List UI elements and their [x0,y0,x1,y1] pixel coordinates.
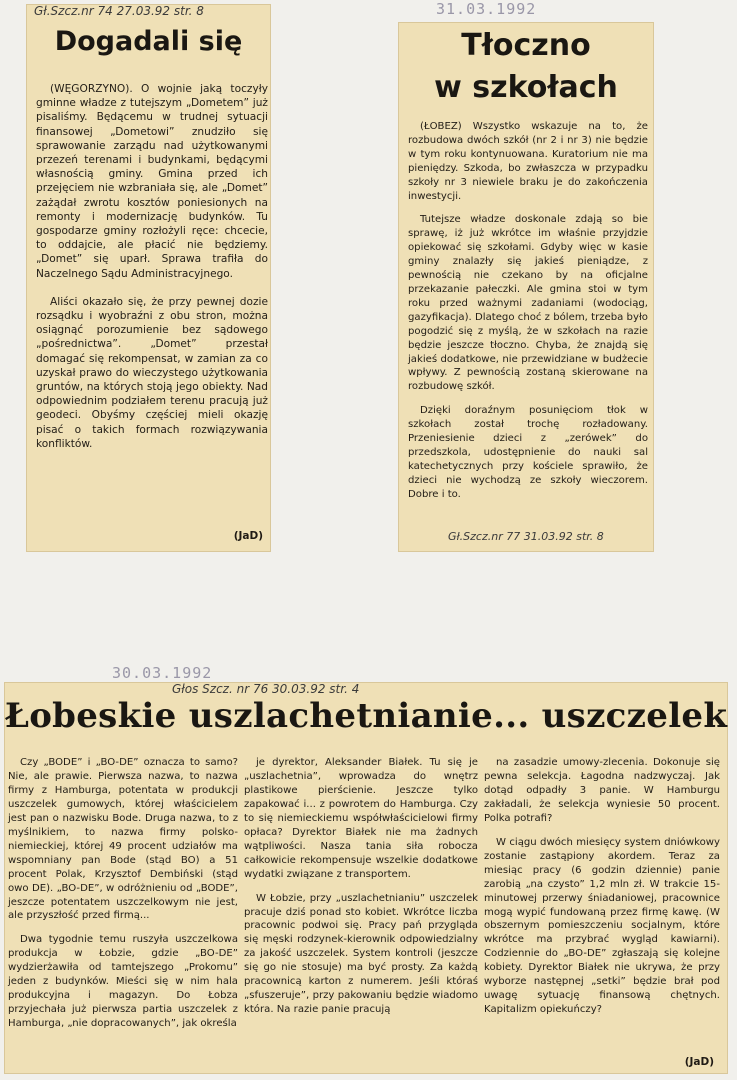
paragraph: (ŁOBEZ) Wszystko wskazuje na to, że rozbudowa dwóch szkół (nr 2 i nr 3) nie będzie w tym roku kontynuowana. Kuratorium nie ma pieniędzy. Szkoda, bo zwłaszcza w przypadku szkoły nr 3 niewiele braku je do zakończenia inwestycji. [408,121,648,202]
article-body [36,82,268,451]
handwritten-source-note: Głos Szcz. nr 76 30.03.92 str. 4 [172,682,360,696]
paragraph: W ciągu dwóch miesięcy system dniówkowy zostanie zastąpiony akordem. Teraz za miesiąc pracy (6 godzin dziennie) panie zarobią „na czysto” 1,2 mln zł. W trakcie 15-minutowej przerwy śniadaniowej, pracownice mogą wypić fundowaną przez firmę kawę. (W obszernym pomieszczeniu socjalnym, które wkrótce ma przybrać wygląd kawiarni). Codziennie do „BO-DE” zgłaszają się kolejne kobiety. Dyrektor Białek nie ukrywa, że przy wyborze następnej „setki” będzie brał pod uwagę sytuację finansową chętnych. Kapitalizm opiekuńczy? [484,836,720,1016]
paragraph: W Łobzie, przy „uszlachetnianiu” uszczelek pracuje dziś ponad sto kobiet. Wkrótce liczba pracownic podwoi się. Pracy pań przygląda się męski rodzynek-kierownik odpowiedzialny za jakość uszczelek. System kontroli (jeszcze się go nie stosuje) ma być prosty. Za każdą pracownicą karton z numerem. Jeśli któraś „sfuszeruje”, przy pakowaniu będzie wiadomo która. Na razie panie pracują [244,892,478,1016]
article-title-line-2: w szkołach [434,70,618,105]
article-title: Łobeskie uszlachetnianie... uszczelek [4,696,728,736]
article-title: Tłoczno [461,28,591,63]
paragraph: na zasadzie umowy-zlecenia. Dokonuje się pewna selekcja. Łagodna nadzwyczaj. Jak dotąd odpadły 3 panie. W Hamburgu zakładali, że selekcja wyniesie 50 procent. Polka potrafi? [484,757,720,824]
article-title: Dogadali się [54,26,243,57]
paragraph: Dzięki doraźnym posunięciom tłok w szkołach został trochę rozładowany. Przeniesienie dzieci z „zerówek” do przedszkola, udostępnienie do nauki sal katechetycznych przy kościele sprawiło, że dzieci nie wychodzą ze szkoły wieczorem. Dobre i to. [408,405,648,500]
clipping-lobeskie-uszlachetnianie [4,682,728,1074]
article-column-3 [484,756,720,1017]
paragraph: Aliści okazało się, że przy pewnej dozie rozsądku i wyobraźni z obu stron, można osiągnąć porozumienie bez sądowego „pośrednictwa”. „Domet” przestał domagać się rekompensat, w zamian za co uzyskał prawo do wieczystego użytkowania gruntów, na których stoją jego obiekty. Nad odpowiednim podziałem terenu pracują już geodeci. Obyśmy częściej mieli okazję pisać o takich formach rozwiązywania konfliktów. [36,295,268,450]
paragraph: je dyrektor, Aleksander Białek. Tu się je „uszlachetnia”, wprowadza do wnętrz plastikowe pierścienie. Jeszcze tylko zapakować i... z powrotem do Hamburga. Czy to się niemieckiemu współwłaścicielowi firmy opłaca? Dyrektor Białek nie ma żadnych wątpliwości. Nasza tania siła robocza całkowicie rekompensuje wszelkie dodatkowe wydatki związane z transportem. [244,757,478,880]
handwritten-source-note: Gł.Szcz.nr 77 31.03.92 str. 8 [448,530,604,543]
paragraph: Tutejsze władze doskonale zdają so bie sprawę, iż już wkrótce im właśnie przyjdzie opiekować się szkołami. Gdyby więc w kasie gminy znalazły się jakieś pieniądze, z pewnością nie czekano by na oficjalne przekazanie pałeczki. Ale gmina stoi w tym roku przed ważnymi zadaniami (wodociąg, gazyfikacja). Dlatego choć z bólem, trzeba było pogodzić się z myślą, że w szkołach na razie będzie jeszcze tłoczno. Chyba, że znajdą się jakieś dodatkowe, nie przewidziane w budżecie wpływy. Z pewnością zostaną skierowane na rozbudowę szkół. [408,214,648,393]
paragraph: (WĘGORZYNO). O wojnie jaką toczyły gminne władze z tutejszym „Dometem” już pisaliśmy. Będącemu w trudnej sytuacji finansowej „Dometowi” znudziło się sprawowanie zarządu nad użytkowanymi przezeń terenami i budynkami, będącymi własnością gminy. Gmina przed ich przejęciem nie wzbraniała się, ale „Domet” zażądał zwrotu kosztów poniesionych na remonty i modernizację budynków. Tu gospodarze gminy rozłożyli ręce: chcecie, to oddajcie, ale płacić nie będziemy. „Domet” się uparł. Sprawa trafiła do Naczelnego Sądu Administracyjnego. [36,83,268,280]
handwritten-source-note: Gł.Szcz.nr 74 27.03.92 str. 8 [34,4,204,18]
article-body [408,120,648,502]
clipping-tloczno-w-szkolach [398,22,654,552]
article-column-2 [244,756,478,1017]
clipping-dogadali-sie [26,4,271,552]
author-signature: (JaD) [684,1056,714,1068]
paragraph: Dwa tygodnie temu ruszyła uszczelkowa produkcja w Łobzie, gdzie „BO-DE” wydzierżawiła od tamtejszego „Prokomu” jeden z budynków. Mieści się w nim hala produkcyjna i magazyn. Do Łobza przyjechała już pierwsza partia uszczelek z Hamburga, „nie dopracowanych”, jak określa [8,934,238,1030]
paragraph: Czy „BODE” i „BO-DE” oznacza to samo? Nie, ale prawie. Pierwsza nazwa, to nazwa firmy z Hamburga, potentata w produkcji uszczelek gumowych, której właścicielem jest pan o nazwisku Bode. Druga nazwa, to z myślnikiem, to nazwa firmy polsko-niemieckiej, której 49 procent udziałów ma wspomniany pan Bode (stąd BO) a 51 procent Polak, Krzysztof Dembiński (stąd owo DE). „BO-DE”, w odróżnieniu od „BODE”, jeszcze potentatem uszczelkowym nie jest, ale przyszłość przed firmą... [8,757,238,922]
author-signature: (JaD) [233,530,263,542]
date-stamp: 30.03.1992 [112,664,213,682]
article-column-1 [8,756,238,1031]
date-stamp: 31.03.1992 [436,0,537,18]
